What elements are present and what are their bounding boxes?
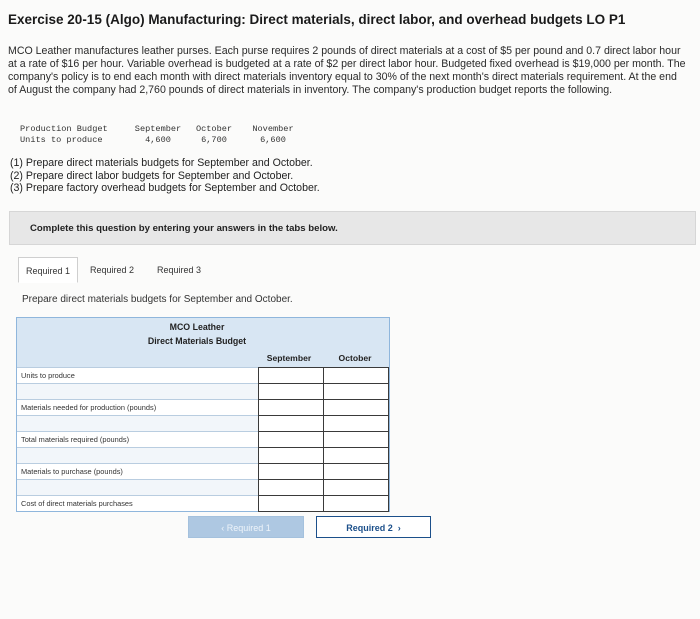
september-input[interactable] (258, 383, 324, 400)
instructions-banner (9, 211, 696, 245)
header-november: November (252, 124, 294, 134)
direct-materials-budget-table (16, 317, 390, 512)
october-input[interactable] (323, 495, 389, 512)
production-budget-header (20, 124, 304, 135)
october-input[interactable] (323, 415, 389, 432)
units-september: 4,600 (145, 135, 171, 145)
header-october: October (195, 124, 233, 134)
september-input[interactable] (258, 367, 324, 384)
october-input[interactable] (323, 463, 389, 480)
tab-required-1[interactable]: Required 1 (18, 257, 78, 283)
production-budget-row (20, 135, 304, 146)
table-row (17, 463, 389, 479)
units-october: 6,700 (201, 135, 227, 145)
chevron-left-icon: ‹ (221, 523, 225, 533)
row-label: Units to produce (20, 135, 103, 145)
header-label: Production Budget (20, 124, 108, 134)
instructions-text: Complete this question by entering your answers in the tabs below. (30, 223, 338, 234)
column-september: September (266, 353, 312, 363)
september-input[interactable] (258, 447, 324, 464)
october-input[interactable] (323, 447, 389, 464)
header-september: September (134, 124, 182, 134)
next-button-label: Required 2 (346, 523, 393, 533)
tab-required-3[interactable]: Required 3 (156, 265, 202, 275)
row-label: Materials to purchase (pounds) (21, 467, 123, 476)
october-input[interactable] (323, 399, 389, 416)
october-input[interactable] (323, 383, 389, 400)
october-input[interactable] (323, 479, 389, 496)
table-row (17, 367, 389, 383)
budget-header (17, 318, 389, 367)
previous-button-label: Required 1 (226, 523, 271, 533)
column-october: October (338, 353, 372, 363)
budget-name: Direct Materials Budget (147, 336, 247, 346)
table-row (17, 479, 389, 495)
previous-required-button[interactable] (188, 516, 304, 538)
september-input[interactable] (258, 399, 324, 416)
next-required-button[interactable] (316, 516, 431, 538)
units-november: 6,600 (260, 135, 286, 145)
table-row (17, 431, 389, 447)
september-input[interactable] (258, 479, 324, 496)
tab-required-2[interactable]: Required 2 (89, 265, 135, 275)
row-label: Units to produce (21, 371, 75, 380)
september-input[interactable] (258, 495, 324, 512)
row-label: Total materials required (pounds) (21, 435, 130, 444)
exercise-title: Exercise 20-15 (Algo) Manufacturing: Direct materials, direct labor, and overhead budgets LO P1 (8, 12, 626, 27)
table-row (17, 447, 389, 463)
task-item: (2) Prepare direct labor budgets for September and October. (10, 169, 294, 182)
task-list (10, 157, 320, 195)
chevron-right-icon: › (395, 523, 401, 533)
problem-description: MCO Leather manufactures leather purses. Each purse requires 2 pounds of direct materials at a cost of $5 per pound and 0.7 direct labor hour at a rate of $16 per hour. Variable overhead is budgeted at a rate of $2 per direct labor hour. Budgeted fixed overhead is $19,000 per month. The company's policy is to end each month with direct materials inventory equal to 30% of the next month's direct materials requirement. At the end of August the company had 2,760 pounds of direct materials in inventory. The company's production budget reports the following. (8, 45, 686, 96)
tab-instruction: Prepare direct materials budgets for September and October. (22, 294, 293, 305)
task-item: (1) Prepare direct materials budgets for September and October. (10, 157, 313, 169)
september-input[interactable] (258, 463, 324, 480)
october-input[interactable] (323, 367, 389, 384)
table-row (17, 415, 389, 431)
production-budget-table (20, 124, 304, 146)
table-row (17, 495, 389, 511)
company-name: MCO Leather (169, 322, 225, 332)
row-label: Cost of direct materials purchases (21, 499, 133, 508)
table-row (17, 399, 389, 415)
task-item: (3) Prepare factory overhead budgets for September and October. (10, 182, 320, 194)
october-input[interactable] (323, 431, 389, 448)
tab-bar (9, 257, 696, 284)
september-input[interactable] (258, 415, 324, 432)
september-input[interactable] (258, 431, 324, 448)
table-row (17, 383, 389, 399)
row-label: Materials needed for production (pounds) (21, 403, 157, 412)
